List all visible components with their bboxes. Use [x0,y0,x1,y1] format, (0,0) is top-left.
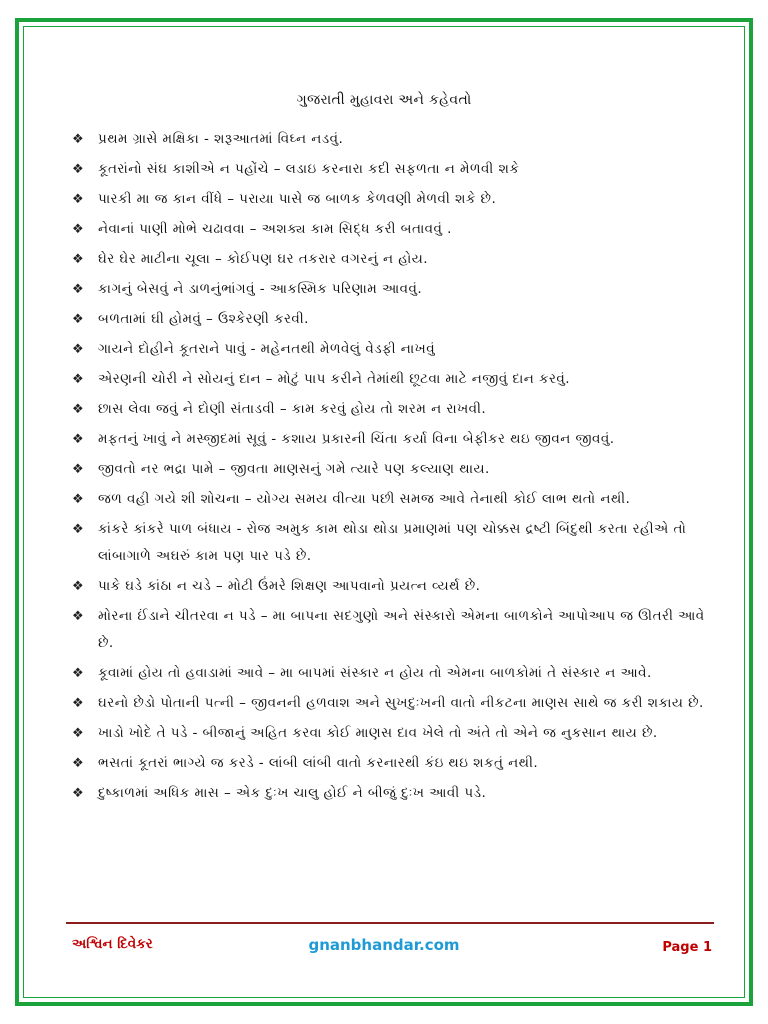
list-item-text: જીવતો નર ભદ્રા પામે – જીવતા માણસનું ગમે ત્યારે પણ કલ્યાણ થાય. [98,461,490,477]
list-item-text: છાસ લેવા જવું ને દોણી સંતાડવી – કામ કરવું હોય તો શરમ ન રાખવી. [98,401,487,417]
list-item-text: કાંકરે કાંકરે પાળ બંધાય - રોજ અમુક કામ થોડા થોડા પ્રમાણમાં પણ ચોક્કસ દ્રષ્ટી બિંદુથી કરતા રહીએ તો લાંબાગાળે અઘરું કામ પણ પાર પડે છે. [98,521,687,564]
list-item-text: બળતામાં ઘી હોમવું – ઉશ્કેરણી કરવી. [98,311,309,327]
list-item-text: ગાયને દોહીને કૂતરાને પાવું - મહેનતથી મેળવેલું વેડફી નાખવું [98,341,436,357]
list-item [72,780,722,807]
diamond-dots-bullet-icon: ❖ [72,372,85,387]
list-item-text: દુષ્કાળમાં અધિક માસ – એક દુઃખ ચાલુ હોઈ ને બીજું દુઃખ આવી પડે. [98,785,487,801]
footer-site-link[interactable]: gnanbhandar.com [308,936,460,954]
list-item [72,276,722,303]
list-item [72,126,722,153]
list-item [72,486,722,513]
diamond-dots-bullet-icon: ❖ [72,786,85,801]
list-item-text: ખાડો ખોદે તે પડે - બીજાનું અહિત કરવા કોઈ માણસ દાવ ખેલે તો અંતે તો એને જ નુકસાન થાય છે. [98,725,658,741]
list-item [72,156,722,183]
list-item [72,750,722,777]
diamond-dots-bullet-icon: ❖ [72,609,85,624]
list-item [72,573,722,600]
diamond-dots-bullet-icon: ❖ [72,132,85,147]
list-item [72,306,722,333]
list-item [72,690,722,717]
list-item-text: પારકી મા જ કાન વીંધે – પરાયા પાસે જ બાળક કેળવણી મેળવી શકે છે. [98,191,497,207]
diamond-dots-bullet-icon: ❖ [72,579,85,594]
footer-author: અશ્વિન દિવેકર [72,936,153,952]
diamond-dots-bullet-icon: ❖ [72,192,85,207]
list-item [72,366,722,393]
list-item-text: કૂવામાં હોય તો હવાડામાં આવે – મા બાપમાં સંસ્કાર ન હોય તો એમના બાળકોમાં તે સંસ્કાર ન આવે. [98,665,652,681]
diamond-dots-bullet-icon: ❖ [72,162,85,177]
diamond-dots-bullet-icon: ❖ [72,312,85,327]
list-item-text: જળ વહી ગયે શી શોચના – યોગ્ય સમય વીત્યા પછી સમજ આવે તેનાથી કોઈ લાભ થતો નથી. [98,491,631,507]
list-item [72,720,722,747]
list-item-text: નેવાનાં પાણી મોભે ચઢાવવા – અશક્ય કામ સિદ્ધ કરી બતાવવું . [98,221,452,237]
list-item [72,516,722,570]
diamond-dots-bullet-icon: ❖ [72,282,85,297]
list-item-text: પ્રથમ ગ્રાસે મક્ષિકા - શરૂઆતમાં વિઘ્ન નડવું. [98,131,344,147]
list-item [72,396,722,423]
list-item [72,456,722,483]
diamond-dots-bullet-icon: ❖ [72,462,85,477]
list-item [72,426,722,453]
footer-divider [66,922,714,924]
diamond-dots-bullet-icon: ❖ [72,252,85,267]
diamond-dots-bullet-icon: ❖ [72,696,85,711]
list-item-text: ઘેર ઘેર માટીના ચૂલા – કોઈપણ ઘર તકરાર વગરનું ન હોય. [98,251,428,267]
list-item-text: એરણની ચોરી ને સોયનું દાન – મોટું પાપ કરીને તેમાંથી છૂટવા માટે નજીવું દાન કરવું. [98,371,570,387]
diamond-dots-bullet-icon: ❖ [72,522,85,537]
list-item-text: મફતનું ખાવું ને મસ્જીદમાં સૂવું - કશાય પ્રકારની ચિંતા કર્યા વિના બેફીકર થઇ જીવન જીવવું. [98,431,615,447]
diamond-dots-bullet-icon: ❖ [72,726,85,741]
page-title: ગુજરાતી મુહાવરા અને કહેવતો [296,92,472,108]
diamond-dots-bullet-icon: ❖ [72,492,85,507]
diamond-dots-bullet-icon: ❖ [72,756,85,771]
diamond-dots-bullet-icon: ❖ [72,222,85,237]
list-item [72,246,722,273]
diamond-dots-bullet-icon: ❖ [72,402,85,417]
list-item [72,186,722,213]
list-item-text: કૂતરાંનો સંઘ કાશીએ ન પહોંચે – લડાઇ કરનારા કદી સફળતા ન મેળવી શકે [98,161,520,177]
list-item [72,603,722,657]
list-item [72,216,722,243]
footer-page-number: Page 1 [662,940,712,955]
list-item-text: ઘરનો છેડો પોતાની પત્ની – જીવનની હળવાશ અને સુખદુઃખની વાતો નીકટના માણસ સાથે જ કરી શકાય છે. [98,695,704,711]
list-item [72,660,722,687]
list-item-text: કાગનું બેસવું ને ડાળનુંભાંગવું - આકસ્મિક પરિણામ આવવું. [98,281,423,297]
list-item-text: મોરના ઈંડાને ચીતરવા ન પડે – મા બાપના સદગુણો અને સંસ્કારો એમના બાળકોને આપોઆપ જ ઊતરી આવે છે. [98,608,705,651]
diamond-dots-bullet-icon: ❖ [72,342,85,357]
list-item [72,336,722,363]
list-item-text: પાકે ઘડે કાંઠા ન ચડે – મોટી ઉંમરે શિક્ષણ આપવાનો પ્રયત્ન વ્યર્થ છે. [98,578,481,594]
list-item-text: ભસતાં કૂતરાં ભાગ્યે જ કરડે - લાંબી લાંબી વાતો કરનારથી કંઇ થઇ શકતું નથી. [98,755,539,771]
diamond-dots-bullet-icon: ❖ [72,432,85,447]
diamond-dots-bullet-icon: ❖ [72,666,85,681]
proverb-list [72,126,722,810]
